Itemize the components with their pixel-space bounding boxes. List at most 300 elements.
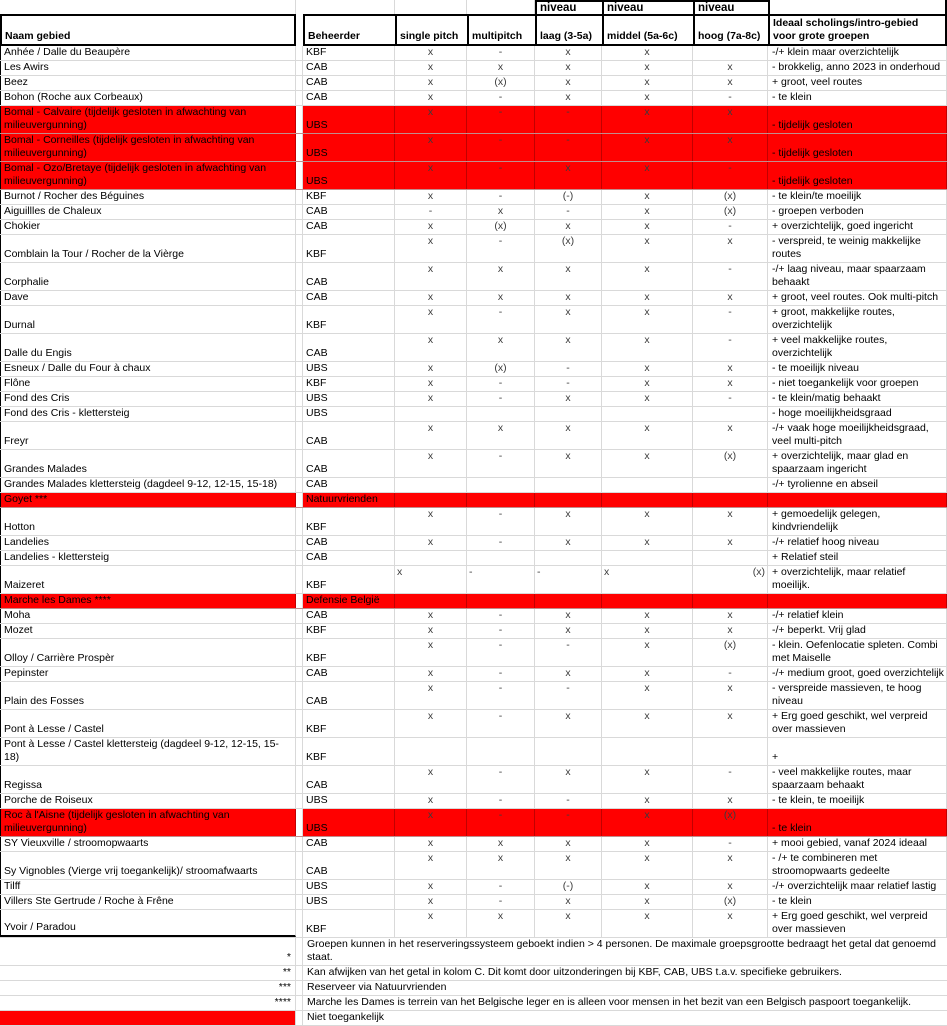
cell-multipitch[interactable]: -: [467, 508, 535, 535]
cell-level-mid[interactable]: x: [602, 106, 693, 133]
cell-multipitch[interactable]: x: [467, 422, 535, 449]
cell-level-low[interactable]: x: [535, 46, 602, 60]
cell-manager[interactable]: KBF: [303, 566, 395, 593]
cell-multipitch[interactable]: -: [467, 809, 535, 836]
cell-level-high[interactable]: (x): [693, 566, 768, 593]
cell-manager[interactable]: CAB: [303, 551, 395, 565]
cell-single-pitch[interactable]: x: [395, 566, 467, 593]
cell-multipitch[interactable]: -: [467, 710, 535, 737]
cell-manager[interactable]: CAB: [303, 76, 395, 90]
cell-level-mid[interactable]: x: [602, 536, 693, 550]
cell-single-pitch[interactable]: x: [395, 392, 467, 406]
cell-level-low[interactable]: x: [535, 852, 602, 879]
cell-manager[interactable]: KBF: [303, 190, 395, 204]
cell-manager[interactable]: UBS: [303, 809, 395, 836]
cell-single-pitch[interactable]: x: [395, 106, 467, 133]
cell-level-high[interactable]: [693, 46, 768, 60]
cell-manager[interactable]: CAB: [303, 609, 395, 623]
cell-area-name[interactable]: Burnot / Rocher des Béguines: [0, 190, 296, 204]
cell-level-low[interactable]: x: [535, 61, 602, 75]
cell-level-low[interactable]: x: [535, 609, 602, 623]
cell-level-mid[interactable]: x: [602, 910, 693, 937]
cell-level-high[interactable]: x: [693, 134, 768, 161]
cell-area-name[interactable]: Freyr: [0, 422, 296, 449]
cell-level-low[interactable]: x: [535, 392, 602, 406]
footnote-symbol[interactable]: ***: [0, 981, 296, 995]
cell-ideal-comment[interactable]: -/+ tyrolienne en abseil: [768, 478, 947, 492]
cell-level-mid[interactable]: x: [602, 508, 693, 535]
cell-level-low[interactable]: x: [535, 162, 602, 189]
cell-level-low[interactable]: x: [535, 910, 602, 937]
cell-area-name[interactable]: Plain des Fosses: [0, 682, 296, 709]
cell-level-low[interactable]: x: [535, 710, 602, 737]
cell-multipitch[interactable]: -: [467, 235, 535, 262]
cell-manager[interactable]: CAB: [303, 450, 395, 477]
cell-manager[interactable]: UBS: [303, 106, 395, 133]
cell-manager[interactable]: CAB: [303, 837, 395, 851]
cell-area-name[interactable]: Esneux / Dalle du Four à chaux: [0, 362, 296, 376]
cell-level-low[interactable]: [535, 551, 602, 565]
cell-ideal-comment[interactable]: - groepen verboden: [768, 205, 947, 219]
cell-ideal-comment[interactable]: -/+ relatief hoog niveau: [768, 536, 947, 550]
cell-level-mid[interactable]: x: [602, 76, 693, 90]
cell-multipitch[interactable]: -: [467, 46, 535, 60]
cell-level-low[interactable]: -: [535, 377, 602, 391]
cell-multipitch[interactable]: -: [467, 106, 535, 133]
cell-ideal-comment[interactable]: + groot, veel routes: [768, 76, 947, 90]
cell-area-name[interactable]: Anhée / Dalle du Beaupère: [0, 46, 296, 60]
cell-ideal-comment[interactable]: - te klein, te moeilijk: [768, 794, 947, 808]
cell-manager[interactable]: CAB: [303, 61, 395, 75]
cell-level-low[interactable]: x: [535, 422, 602, 449]
cell-level-high[interactable]: (x): [693, 205, 768, 219]
cell-multipitch[interactable]: -: [467, 91, 535, 105]
cell-single-pitch[interactable]: x: [395, 682, 467, 709]
cell-ideal-comment[interactable]: -/+ relatief klein: [768, 609, 947, 623]
cell-level-high[interactable]: [693, 738, 768, 765]
cell-single-pitch[interactable]: x: [395, 794, 467, 808]
cell-level-high[interactable]: x: [693, 609, 768, 623]
cell-multipitch[interactable]: (x): [467, 76, 535, 90]
cell-multipitch[interactable]: -: [467, 392, 535, 406]
cell-single-pitch[interactable]: x: [395, 306, 467, 333]
cell-level-low[interactable]: -: [535, 205, 602, 219]
cell-level-low[interactable]: x: [535, 220, 602, 234]
cell-single-pitch[interactable]: x: [395, 880, 467, 894]
cell-manager[interactable]: CAB: [303, 852, 395, 879]
cell-ideal-comment[interactable]: + Erg goed geschikt, wel verpreid over massieven: [768, 710, 947, 737]
cell-ideal-comment[interactable]: - tijdelijk gesloten: [768, 134, 947, 161]
cell-ideal-comment[interactable]: - te moeilijk niveau: [768, 362, 947, 376]
cell-single-pitch[interactable]: [395, 407, 467, 421]
cell-manager[interactable]: UBS: [303, 134, 395, 161]
footnote-text[interactable]: Kan afwijken van het getal in kolom C. Dit komt door uitzonderingen bij KBF, CAB, UBS t.a.v. specifieke gebruikers.: [307, 966, 842, 978]
cell-multipitch[interactable]: (x): [467, 362, 535, 376]
cell-ideal-comment[interactable]: [768, 594, 947, 608]
cell-level-mid[interactable]: x: [602, 46, 693, 60]
cell-ideal-comment[interactable]: + Relatief steil: [768, 551, 947, 565]
cell-level-high[interactable]: (x): [693, 809, 768, 836]
cell-area-name[interactable]: Corphalie: [0, 263, 296, 290]
cell-manager[interactable]: CAB: [303, 667, 395, 681]
cell-area-name[interactable]: Pont à Lesse / Castel klettersteig (dagdeel 9-12, 12-15, 15-18): [0, 738, 296, 765]
cell-level-high[interactable]: (x): [693, 895, 768, 909]
cell-ideal-comment[interactable]: - te klein: [768, 91, 947, 105]
cell-level-low[interactable]: x: [535, 76, 602, 90]
cell-area-name[interactable]: Flône: [0, 377, 296, 391]
cell-level-low[interactable]: x: [535, 334, 602, 361]
cell-manager[interactable]: CAB: [303, 682, 395, 709]
cell-single-pitch[interactable]: x: [395, 852, 467, 879]
niveau-header-mid[interactable]: niveau: [602, 0, 693, 14]
cell-single-pitch[interactable]: x: [395, 639, 467, 666]
cell-multipitch[interactable]: -: [467, 639, 535, 666]
cell-multipitch[interactable]: x: [467, 910, 535, 937]
cell-manager[interactable]: KBF: [303, 738, 395, 765]
cell-single-pitch[interactable]: x: [395, 362, 467, 376]
cell-multipitch[interactable]: -: [467, 609, 535, 623]
cell-area-name[interactable]: Pont à Lesse / Castel: [0, 710, 296, 737]
cell-ideal-comment[interactable]: - klein. Oefenlocatie spleten. Combi met Maiselle: [768, 639, 947, 666]
cell-area-name[interactable]: Dave: [0, 291, 296, 305]
cell-area-name[interactable]: Porche de Roiseux: [0, 794, 296, 808]
cell-manager[interactable]: UBS: [303, 392, 395, 406]
cell-multipitch[interactable]: -: [467, 880, 535, 894]
cell-multipitch[interactable]: [467, 407, 535, 421]
cell-ideal-comment[interactable]: - tijdelijk gesloten: [768, 106, 947, 133]
cell-level-mid[interactable]: x: [602, 220, 693, 234]
cell-ideal-comment[interactable]: + veel makkelijke routes, overzichtelijk: [768, 334, 947, 361]
cell-single-pitch[interactable]: x: [395, 91, 467, 105]
cell-level-mid[interactable]: x: [602, 306, 693, 333]
cell-area-name[interactable]: Landelies - klettersteig: [0, 551, 296, 565]
cell-level-high[interactable]: -: [693, 766, 768, 793]
cell-multipitch[interactable]: [467, 551, 535, 565]
cell-multipitch[interactable]: [467, 478, 535, 492]
cell-multipitch[interactable]: -: [467, 667, 535, 681]
cell-area-name[interactable]: Bomal - Calvaire (tijdelijk gesloten in afwachting van milieuvergunning): [0, 106, 296, 133]
cell-level-high[interactable]: -: [693, 220, 768, 234]
column-header-level-low[interactable]: laag (3-5a): [535, 14, 602, 46]
cell-multipitch[interactable]: x: [467, 837, 535, 851]
cell-single-pitch[interactable]: x: [395, 508, 467, 535]
cell-level-low[interactable]: [535, 493, 602, 507]
cell-multipitch[interactable]: x: [467, 205, 535, 219]
cell-multipitch[interactable]: -: [467, 566, 535, 593]
cell-level-mid[interactable]: x: [602, 895, 693, 909]
cell-single-pitch[interactable]: x: [395, 263, 467, 290]
cell-level-mid[interactable]: x: [602, 837, 693, 851]
cell-level-high[interactable]: x: [693, 880, 768, 894]
cell-level-low[interactable]: -: [535, 362, 602, 376]
cell-single-pitch[interactable]: [395, 478, 467, 492]
cell-area-name[interactable]: Pepinster: [0, 667, 296, 681]
cell-ideal-comment[interactable]: - te klein: [768, 895, 947, 909]
cell-level-mid[interactable]: [602, 407, 693, 421]
footnote-symbol[interactable]: [0, 1011, 296, 1025]
cell-level-low[interactable]: -: [535, 106, 602, 133]
cell-area-name[interactable]: Hotton: [0, 508, 296, 535]
cell-area-name[interactable]: Les Awirs: [0, 61, 296, 75]
cell-ideal-comment[interactable]: -/+ laag niveau, maar spaarzaam behaakt: [768, 263, 947, 290]
cell-ideal-comment[interactable]: - te klein/te moeilijk: [768, 190, 947, 204]
cell-level-mid[interactable]: x: [602, 667, 693, 681]
cell-area-name[interactable]: Durnal: [0, 306, 296, 333]
footnote-symbol[interactable]: *: [0, 938, 296, 965]
cell-level-low[interactable]: x: [535, 667, 602, 681]
cell-manager[interactable]: KBF: [303, 624, 395, 638]
cell-multipitch[interactable]: -: [467, 306, 535, 333]
cell-manager[interactable]: UBS: [303, 162, 395, 189]
cell-area-name[interactable]: Tilff: [0, 880, 296, 894]
niveau-header-low[interactable]: niveau: [535, 0, 602, 14]
cell-single-pitch[interactable]: x: [395, 766, 467, 793]
cell-level-high[interactable]: -: [693, 306, 768, 333]
cell-single-pitch[interactable]: x: [395, 609, 467, 623]
cell-level-low[interactable]: -: [535, 794, 602, 808]
cell-level-low[interactable]: x: [535, 508, 602, 535]
column-header-level-high[interactable]: hoog (7a-8c): [693, 14, 768, 46]
cell-level-mid[interactable]: x: [602, 880, 693, 894]
footnote-text[interactable]: Niet toegankelijk: [307, 1011, 385, 1023]
cell-manager[interactable]: UBS: [303, 362, 395, 376]
cell-level-low[interactable]: (-): [535, 190, 602, 204]
cell-single-pitch[interactable]: x: [395, 134, 467, 161]
cell-level-mid[interactable]: x: [602, 609, 693, 623]
cell-multipitch[interactable]: x: [467, 291, 535, 305]
cell-multipitch[interactable]: [467, 493, 535, 507]
cell-level-mid[interactable]: [602, 738, 693, 765]
cell-level-mid[interactable]: x: [602, 450, 693, 477]
cell-single-pitch[interactable]: x: [395, 76, 467, 90]
cell-level-low[interactable]: x: [535, 450, 602, 477]
cell-single-pitch[interactable]: x: [395, 162, 467, 189]
cell-level-mid[interactable]: [602, 551, 693, 565]
cell-level-high[interactable]: x: [693, 852, 768, 879]
cell-manager[interactable]: KBF: [303, 306, 395, 333]
cell-level-high[interactable]: x: [693, 682, 768, 709]
cell-multipitch[interactable]: -: [467, 162, 535, 189]
cell-manager[interactable]: CAB: [303, 536, 395, 550]
cell-single-pitch[interactable]: [395, 738, 467, 765]
cell-level-mid[interactable]: x: [602, 134, 693, 161]
cell-manager[interactable]: CAB: [303, 422, 395, 449]
cell-manager[interactable]: KBF: [303, 910, 395, 937]
cell-level-low[interactable]: [535, 594, 602, 608]
cell-multipitch[interactable]: -: [467, 682, 535, 709]
cell-multipitch[interactable]: [467, 594, 535, 608]
column-header-ideal[interactable]: Ideaal scholings/intro-gebied voor grote groepen: [768, 14, 947, 46]
cell-area-name[interactable]: Olloy / Carrière Prospèr: [0, 639, 296, 666]
cell-level-high[interactable]: x: [693, 710, 768, 737]
cell-level-low[interactable]: x: [535, 895, 602, 909]
footnote-symbol[interactable]: ****: [0, 996, 296, 1010]
cell-area-name[interactable]: Dalle du Engis: [0, 334, 296, 361]
cell-ideal-comment[interactable]: [768, 493, 947, 507]
column-header-name[interactable]: Naam gebied: [0, 14, 296, 46]
cell-level-high[interactable]: x: [693, 76, 768, 90]
cell-level-high[interactable]: -: [693, 263, 768, 290]
cell-level-high[interactable]: x: [693, 362, 768, 376]
cell-multipitch[interactable]: x: [467, 334, 535, 361]
cell-multipitch[interactable]: -: [467, 134, 535, 161]
cell-ideal-comment[interactable]: - hoge moeilijkheidsgraad: [768, 407, 947, 421]
cell-ideal-comment[interactable]: - brokkelig, anno 2023 in onderhoud: [768, 61, 947, 75]
cell-ideal-comment[interactable]: - /+ te combineren met stroomopwaarts gedeelte: [768, 852, 947, 879]
cell-single-pitch[interactable]: x: [395, 536, 467, 550]
cell-ideal-comment[interactable]: - te klein: [768, 809, 947, 836]
cell-manager[interactable]: CAB: [303, 91, 395, 105]
cell-ideal-comment[interactable]: - tijdelijk gesloten: [768, 162, 947, 189]
cell-level-high[interactable]: -: [693, 667, 768, 681]
cell-level-mid[interactable]: x: [602, 766, 693, 793]
cell-level-low[interactable]: -: [535, 134, 602, 161]
cell-level-mid[interactable]: x: [602, 263, 693, 290]
cell-manager[interactable]: CAB: [303, 766, 395, 793]
cell-level-high[interactable]: -: [693, 334, 768, 361]
cell-area-name[interactable]: Goyet ***: [0, 493, 296, 507]
cell-ideal-comment[interactable]: -/+ medium groot, goed overzichtelijk: [768, 667, 947, 681]
cell-area-name[interactable]: Moha: [0, 609, 296, 623]
cell-level-low[interactable]: [535, 478, 602, 492]
cell-level-high[interactable]: x: [693, 61, 768, 75]
cell-level-high[interactable]: x: [693, 422, 768, 449]
cell-level-low[interactable]: x: [535, 766, 602, 793]
cell-level-high[interactable]: -: [693, 392, 768, 406]
column-header-manager[interactable]: Beheerder: [303, 14, 395, 46]
cell-level-low[interactable]: -: [535, 682, 602, 709]
cell-level-high[interactable]: [693, 407, 768, 421]
cell-level-high[interactable]: [693, 551, 768, 565]
cell-level-high[interactable]: x: [693, 377, 768, 391]
cell-level-high[interactable]: x: [693, 106, 768, 133]
cell-level-low[interactable]: x: [535, 263, 602, 290]
cell-area-name[interactable]: Regissa: [0, 766, 296, 793]
cell-ideal-comment[interactable]: - verspreide massieven, te hoog niveau: [768, 682, 947, 709]
cell-level-mid[interactable]: x: [602, 710, 693, 737]
cell-area-name[interactable]: Mozet: [0, 624, 296, 638]
cell-area-name[interactable]: Comblain la Tour / Rocher de la Vièrge: [0, 235, 296, 262]
footnote-text[interactable]: Groepen kunnen in het reserveringssysteem geboekt indien > 4 personen. De maximale groepsgrootte bedraagt het getal dat genoemd staat.: [307, 938, 936, 963]
cell-level-low[interactable]: -: [535, 639, 602, 666]
cell-area-name[interactable]: Landelies: [0, 536, 296, 550]
cell-level-high[interactable]: [693, 594, 768, 608]
cell-level-low[interactable]: -: [535, 566, 602, 593]
cell-level-low[interactable]: x: [535, 91, 602, 105]
cell-ideal-comment[interactable]: + groot, veel routes. Ook multi-pitch: [768, 291, 947, 305]
cell-manager[interactable]: KBF: [303, 639, 395, 666]
cell-ideal-comment[interactable]: - te klein/matig behaakt: [768, 392, 947, 406]
cell-single-pitch[interactable]: [395, 551, 467, 565]
cell-single-pitch[interactable]: [395, 493, 467, 507]
cell-single-pitch[interactable]: x: [395, 46, 467, 60]
cell-single-pitch[interactable]: x: [395, 291, 467, 305]
cell-level-high[interactable]: x: [693, 291, 768, 305]
cell-ideal-comment[interactable]: - niet toegankelijk voor groepen: [768, 377, 947, 391]
cell-level-mid[interactable]: x: [602, 794, 693, 808]
cell-single-pitch[interactable]: x: [395, 377, 467, 391]
cell-level-high[interactable]: (x): [693, 639, 768, 666]
cell-single-pitch[interactable]: x: [395, 334, 467, 361]
cell-multipitch[interactable]: -: [467, 895, 535, 909]
cell-multipitch[interactable]: (x): [467, 220, 535, 234]
cell-area-name[interactable]: Yvoir / Paradou: [0, 910, 296, 937]
cell-level-mid[interactable]: x: [602, 624, 693, 638]
cell-manager[interactable]: KBF: [303, 377, 395, 391]
cell-single-pitch[interactable]: x: [395, 624, 467, 638]
cell-ideal-comment[interactable]: + groot, makkelijke routes, overzichtelijk: [768, 306, 947, 333]
cell-multipitch[interactable]: x: [467, 852, 535, 879]
column-header-level-mid[interactable]: middel (5a-6c): [602, 14, 693, 46]
cell-area-name[interactable]: Fond des Cris: [0, 392, 296, 406]
cell-level-mid[interactable]: x: [602, 377, 693, 391]
cell-manager[interactable]: CAB: [303, 220, 395, 234]
cell-multipitch[interactable]: x: [467, 263, 535, 290]
cell-level-mid[interactable]: x: [602, 392, 693, 406]
cell-level-low[interactable]: x: [535, 837, 602, 851]
cell-manager[interactable]: UBS: [303, 794, 395, 808]
cell-level-high[interactable]: -: [693, 837, 768, 851]
cell-level-mid[interactable]: x: [602, 91, 693, 105]
cell-single-pitch[interactable]: x: [395, 710, 467, 737]
cell-single-pitch[interactable]: x: [395, 667, 467, 681]
cell-level-high[interactable]: x: [693, 794, 768, 808]
cell-manager[interactable]: CAB: [303, 263, 395, 290]
column-header-single-pitch[interactable]: single pitch: [395, 14, 467, 46]
cell-ideal-comment[interactable]: + overzichtelijk, maar relatief moeilijk.: [768, 566, 947, 593]
cell-ideal-comment[interactable]: -/+ beperkt. Vrij glad: [768, 624, 947, 638]
cell-level-mid[interactable]: x: [602, 162, 693, 189]
cell-manager[interactable]: CAB: [303, 205, 395, 219]
cell-single-pitch[interactable]: x: [395, 190, 467, 204]
cell-level-high[interactable]: (x): [693, 450, 768, 477]
cell-level-mid[interactable]: x: [602, 422, 693, 449]
cell-level-mid[interactable]: x: [602, 205, 693, 219]
cell-level-low[interactable]: x: [535, 291, 602, 305]
cell-level-low[interactable]: (-): [535, 880, 602, 894]
cell-area-name[interactable]: Aiguillles de Chaleux: [0, 205, 296, 219]
cell-level-low[interactable]: [535, 738, 602, 765]
cell-manager[interactable]: KBF: [303, 710, 395, 737]
cell-multipitch[interactable]: -: [467, 536, 535, 550]
cell-manager[interactable]: UBS: [303, 880, 395, 894]
cell-single-pitch[interactable]: x: [395, 61, 467, 75]
cell-area-name[interactable]: Grandes Malades klettersteig (dagdeel 9-12, 12-15, 15-18): [0, 478, 296, 492]
cell-area-name[interactable]: Beez: [0, 76, 296, 90]
cell-area-name[interactable]: Villers Ste Gertrude / Roche à Frêne: [0, 895, 296, 909]
cell-manager[interactable]: CAB: [303, 291, 395, 305]
cell-area-name[interactable]: Fond des Cris - klettersteig: [0, 407, 296, 421]
cell-level-high[interactable]: x: [693, 624, 768, 638]
cell-level-mid[interactable]: [602, 493, 693, 507]
cell-ideal-comment[interactable]: +: [768, 738, 947, 765]
cell-level-high[interactable]: -: [693, 91, 768, 105]
cell-level-mid[interactable]: x: [602, 190, 693, 204]
cell-manager[interactable]: CAB: [303, 478, 395, 492]
cell-single-pitch[interactable]: -: [395, 205, 467, 219]
cell-ideal-comment[interactable]: + overzichtelijk, goed ingericht: [768, 220, 947, 234]
cell-area-name[interactable]: Grandes Malades: [0, 450, 296, 477]
cell-manager[interactable]: UBS: [303, 407, 395, 421]
cell-level-mid[interactable]: x: [602, 639, 693, 666]
cell-level-mid[interactable]: x: [602, 566, 693, 593]
cell-single-pitch[interactable]: x: [395, 837, 467, 851]
cell-single-pitch[interactable]: [395, 594, 467, 608]
cell-multipitch[interactable]: -: [467, 794, 535, 808]
cell-multipitch[interactable]: -: [467, 377, 535, 391]
cell-area-name[interactable]: Marche les Dames ****: [0, 594, 296, 608]
cell-level-high[interactable]: [693, 478, 768, 492]
